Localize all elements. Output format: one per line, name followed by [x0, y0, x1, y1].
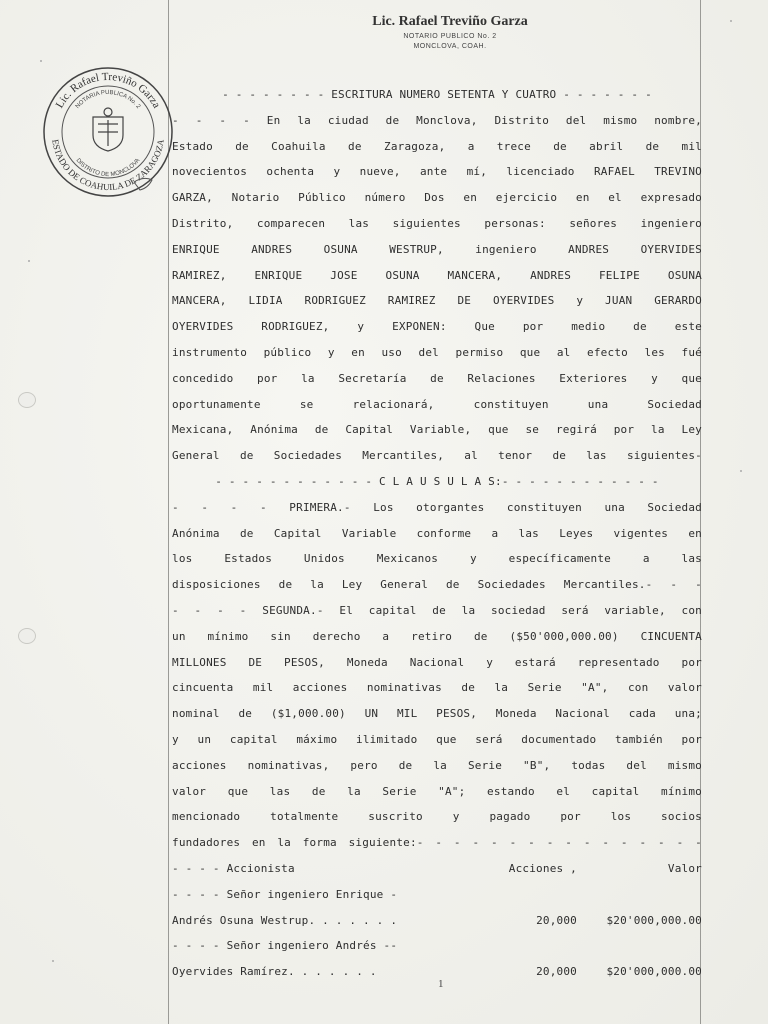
- deed-line: valor que las de la Serie "A"; estando el capital mínimo: [172, 784, 702, 798]
- deed-line: RAMIREZ, ENRIQUE JOSE OSUNA MANCERA, ANDRES FELIPE OSUNA: [172, 268, 702, 282]
- deed-line: nominal de ($1,000.00) UN MIL PESOS, Moneda Nacional cada una;: [172, 707, 702, 721]
- deed-line: - - - - - - - - ESCRITURA NUMERO SETENTA Y CUATRO - - - - - - -: [222, 88, 652, 101]
- shareholder-title-line: - - - - Señor ingeniero Enrique -: [172, 887, 398, 901]
- notary-office: NOTARIO PUBLICO No. 2: [403, 33, 497, 40]
- deed-line: MANCERA, LIDIA RODRIGUEZ RAMIREZ DE OYERVIDES y JUAN GERARDO: [172, 294, 702, 308]
- punch-hole: [18, 392, 36, 408]
- deed-line: instrumento público y en uso del permiso que al efecto les fué: [172, 345, 702, 359]
- deed-line: mencionado totalmente suscrito y pagado por los socios: [172, 810, 702, 824]
- deed-line: GARZA, Notario Público número Dos en ejercicio en el expresado: [172, 191, 702, 205]
- deed-line: OYERVIDES RODRIGUEZ, y EXPONEN: Que por medio de este: [172, 320, 702, 334]
- seal-inner-top: NOTARIA PUBLICA No. 2: [74, 89, 142, 110]
- notary-city: MONCLOVA, COAH.: [413, 43, 487, 50]
- deed-line: concedido por la Secretaría de Relaciones Exteriores y que: [172, 371, 702, 385]
- svg-text:DISTRITO DE MONCLOVA: [75, 158, 142, 178]
- deed-line: cincuenta mil acciones nominativas de la Serie "A", con valor: [172, 681, 702, 695]
- paper-speck: [52, 960, 54, 962]
- coat-of-arms-icon: [93, 108, 123, 151]
- punch-hole: [18, 628, 36, 644]
- shareholder-shares: 20,000: [536, 913, 577, 927]
- paper-speck: [28, 260, 30, 262]
- deed-line: - - - - - - - - - - - - C L A U S U L A S:- - - - - - - - - - - -: [215, 474, 659, 488]
- page-number: 1: [438, 978, 444, 990]
- deed-line: novecientos ochenta y nueve, ante mí, licenciado RAFAEL TREVINO: [172, 165, 702, 179]
- deed-line: MILLONES DE PESOS, Moneda Nacional y estará representado por: [172, 655, 702, 669]
- deed-line: los Estados Unidos Mexicanos y específicamente a las: [172, 552, 702, 566]
- deed-line: ENRIQUE ANDRES OSUNA WESTRUP, ingeniero ANDRES OYERVIDES: [172, 242, 702, 256]
- seal-inner-bottom: DISTRITO DE MONCLOVA: [74, 157, 142, 179]
- shareholder-table-header: [172, 856, 702, 882]
- seal-outer-top: Lic. Rafael Treviño Garza: [53, 70, 163, 111]
- notary-name: Lic. Rafael Treviño Garza: [372, 14, 528, 29]
- deed-line: un mínimo sin derecho a retiro de ($50'000,000.00) CINCUENTA: [172, 629, 702, 643]
- deed-line: disposiciones de la Ley General de Sociedades Mercantiles.- - -: [172, 578, 702, 592]
- deed-line: General de Sociedades Mercantiles, al tenor de las siguientes-: [172, 449, 702, 463]
- header-valor: Valor: [667, 861, 702, 875]
- shareholder-title-line: - - - - Señor ingeniero Andrés --: [172, 939, 398, 953]
- deed-line: - - - - PRIMERA.- Los otorgantes constituyen una Sociedad: [172, 500, 702, 514]
- shareholder-shares: 20,000: [536, 965, 577, 979]
- header-acciones: Acciones ,: [508, 861, 577, 875]
- deed-line: y un capital máximo ilimitado que será documentado también por: [172, 732, 702, 746]
- seal-outer-bottom: ESTADO DE COAHUILA DE ZARAGOZA: [50, 138, 166, 193]
- deed-line: - - - - En la ciudad de Monclova, Distrito del mismo nombre,: [172, 113, 702, 127]
- shareholder-name: Oyervides Ramírez. . . . . . .: [172, 965, 377, 979]
- shareholder-row: [172, 908, 702, 934]
- deed-line: acciones nominativas, pero de la Serie "B", todas del mismo: [172, 758, 702, 772]
- header-accionista: - - - - Accionista: [172, 861, 295, 875]
- notary-seal: [38, 62, 178, 202]
- shareholder-value: $20'000,000.00: [606, 913, 702, 927]
- deed-line: Distrito, comparecen las siguientes personas: señores ingeniero: [172, 216, 702, 230]
- deed-line: oportunamente se relacionará, constituyen una Sociedad: [172, 397, 702, 411]
- shareholder-row: [172, 959, 702, 985]
- deed-line: - - - - SEGUNDA.- El capital de la sociedad será variable, con: [172, 603, 702, 617]
- paper-speck: [740, 470, 742, 472]
- paper-speck: [40, 60, 42, 62]
- shareholder-value: $20'000,000.00: [606, 965, 702, 979]
- deed-body: [172, 82, 702, 985]
- deed-line: Mexicana, Anónima de Capital Variable, que se regirá por la Ley: [172, 423, 702, 437]
- shareholder-name: Andrés Osuna Westrup. . . . . . .: [172, 913, 398, 927]
- letterhead: [300, 14, 600, 50]
- deed-line: Anónima de Capital Variable conforme a las Leyes vigentes en: [172, 526, 702, 540]
- deed-line: Estado de Coahuila de Zaragoza, a trece de abril de mil: [172, 139, 702, 153]
- paper-speck: [730, 20, 732, 22]
- svg-text:ESTADO DE COAHUILA DE ZARAGOZA: [50, 138, 166, 192]
- deed-line: fundadores en la forma siguiente:- - - - - - - - - - - - - - - -: [172, 836, 702, 850]
